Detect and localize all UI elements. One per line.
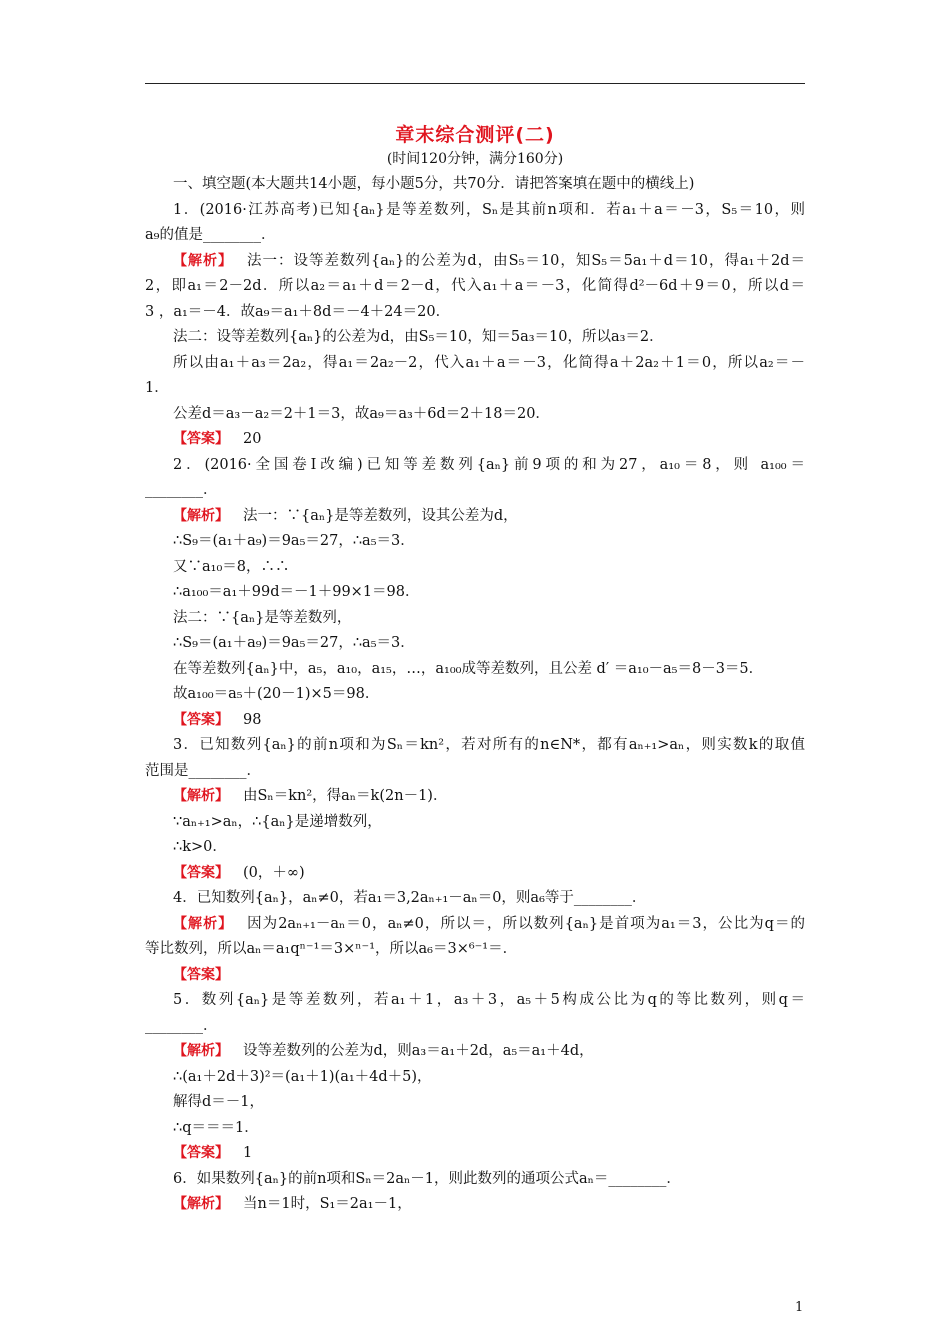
text-line	[145, 478, 805, 504]
text-line	[145, 274, 805, 300]
line-text: ∴a₁₀₀＝a₁＋99d＝－1＋99×1＝98．	[173, 584, 420, 600]
text-line	[145, 1116, 805, 1142]
line-text: 2．(2016·全国卷Ⅰ改编)已知等差数列{aₙ}前9项的和为27，a₁₀＝8，则 a₁₀₀＝	[173, 456, 805, 473]
text-line	[145, 631, 805, 657]
text-line	[145, 580, 805, 606]
text-line	[145, 937, 805, 963]
line-text: 6．如果数列{aₙ}的前n项和Sₙ＝2aₙ－1，则此数列的通项公式aₙ＝________．	[173, 1170, 681, 1187]
line-text: 法二：设等差数列{aₙ}的公差为d，由S₅＝10，知＝5a₃＝10，所以a₃＝2．	[173, 329, 664, 345]
line-text: 4．已知数列{aₙ}，aₙ≠0，若a₁＝3,2aₙ₊₁－aₙ＝0，则a₆等于________．	[173, 890, 647, 906]
line-text: 法二：∵{aₙ}是等差数列，	[173, 609, 352, 626]
section-tag: 【答案】	[173, 966, 229, 983]
section-tag: 【解析】	[173, 915, 234, 932]
text-line	[145, 1065, 805, 1091]
line-text: (0，＋∞)	[243, 864, 305, 881]
text-line	[145, 1167, 805, 1193]
text-line	[145, 810, 805, 836]
line-text: ∴k>0．	[173, 839, 227, 855]
text-line	[145, 300, 805, 326]
text-line	[145, 861, 805, 887]
text-line	[145, 657, 805, 683]
line-text: 等比数列，所以aₙ＝a₁qⁿ⁻¹＝3×ⁿ⁻¹，所以a₆＝3×⁶⁻¹＝．	[145, 941, 518, 957]
line-text: 故a₁₀₀＝a₅＋(20－1)×5＝98．	[173, 686, 380, 702]
line-text: ∴q＝＝＝1．	[173, 1119, 259, 1136]
line-text: 98	[243, 711, 262, 728]
text-line	[145, 682, 805, 708]
text-line	[145, 351, 805, 377]
line-text: 范围是________．	[145, 762, 261, 779]
text-line	[145, 223, 805, 249]
line-text: a₉的值是________．	[145, 227, 276, 243]
text-line	[145, 708, 805, 734]
text-line	[145, 1039, 805, 1065]
line-text: 所以由a₁＋a₃＝2a₂，得a₁＝2a₂－2，代入a₁＋a＝－3，化简得a＋2a₂＋1＝0，所以a₂＝－	[173, 354, 805, 371]
text-line	[145, 1014, 805, 1040]
text-line	[145, 376, 805, 402]
section-tag: 【答案】	[173, 1145, 229, 1161]
text-line	[145, 555, 805, 581]
line-text: 1．(2016·江苏高考)已知{aₙ}是等差数列，Sₙ是其前n项和．若a₁＋a＝－3，S₅＝10，则	[173, 201, 805, 218]
text-line	[145, 427, 805, 453]
section-tag: 【解析】	[173, 1043, 229, 1059]
section-tag: 【解析】	[173, 252, 234, 269]
line-text: 5．数列{aₙ}是等差数列，若a₁＋1，a₃＋3，a₅＋5构成公比为q的等比数列，则q＝	[173, 992, 805, 1008]
section-tag: 【答案】	[173, 864, 229, 881]
line-text: 在等差数列{aₙ}中，a₅，a₁₀，a₁₅，…，a₁₀₀成等差数列，且公差 d′ ＝a₁₀－a₅＝8－3＝5．	[173, 660, 764, 677]
line-text: ∵aₙ₊₁>aₙ，∴{aₙ}是递增数列，	[173, 813, 382, 830]
page-number: 1	[795, 1300, 804, 1315]
section-tag: 【答案】	[173, 431, 229, 447]
line-text: 由Sₙ＝kn²，得aₙ＝k(2n－1)．	[243, 788, 448, 804]
line-text: 解得d＝－1，	[173, 1094, 265, 1110]
text-line	[145, 912, 805, 938]
line-text: 法一：∵{aₙ}是等差数列，设其公差为d，	[243, 507, 518, 524]
text-line	[145, 1141, 805, 1167]
text-line	[145, 325, 805, 351]
line-text: 因为2aₙ₊₁－aₙ＝0，aₙ≠0，所以＝，所以数列{aₙ}是首项为a₁＝3，公比为q＝的	[247, 915, 805, 932]
line-text: 当n＝1时，S₁＝2a₁－1，	[243, 1196, 412, 1212]
section-tag: 【解析】	[173, 507, 229, 524]
section-tag: 【解析】	[173, 1196, 229, 1212]
text-line	[145, 529, 805, 555]
text-line	[145, 249, 805, 275]
line-text: 1	[243, 1145, 253, 1161]
line-text: 3．已知数列{aₙ}的前n项和为Sₙ＝kn²，若对所有的n∈N*，都有aₙ₊₁>aₙ，则实数k的取值	[173, 737, 805, 753]
text-line	[145, 759, 805, 785]
line-text: 公差d＝a₃－a₂＝2＋1＝3，故a₉＝a₃＋6d＝2＋18＝20．	[173, 405, 550, 422]
text-line	[145, 1090, 805, 1116]
page-subtitle: (时间120分钟，满分160分)	[386, 151, 564, 167]
text-line	[145, 886, 805, 912]
line-text: 法一：设等差数列{aₙ}的公差为d，由S₅＝10，知S₅＝5a₁＋d＝10，得a₁＋2d＝	[247, 252, 805, 269]
header-rule	[145, 83, 805, 84]
section-tag: 【答案】	[173, 711, 229, 728]
line-text: 2，即a₁＝2－2d．所以a₂＝a₁＋d＝2－d，代入a₁＋a＝－3，化简得d²－6d＋9＝0，所以d＝	[145, 278, 805, 294]
line-text: ∴S₉＝(a₁＋a₉)＝9a₅＝27，∴a₅＝3．	[173, 635, 415, 651]
line-text: ________．	[145, 1017, 218, 1034]
text-line	[145, 402, 805, 428]
line-text: ∴S₉＝(a₁＋a₉)＝9a₅＝27，∴a₅＝3．	[173, 533, 415, 549]
text-line	[145, 198, 805, 224]
problem-lines	[145, 198, 805, 1218]
document-body	[145, 172, 805, 1218]
text-line	[145, 733, 805, 759]
text-line	[145, 606, 805, 632]
section-tag: 【解析】	[173, 788, 229, 804]
text-line	[145, 1192, 805, 1218]
text-line	[145, 453, 805, 479]
text-line	[145, 784, 805, 810]
line-text: ________．	[145, 482, 218, 498]
page-title: 章末综合测评(二)	[395, 124, 555, 146]
line-text: 1．	[145, 380, 169, 396]
section-heading: 一、填空题(本大题共14小题，每小题5分，共70分．请把答案填在题中的横线上)	[173, 176, 695, 192]
line-text: 3 ，a₁＝－4．故a₉＝a₁＋8d＝－4＋24＝20．	[145, 303, 451, 320]
text-line	[145, 504, 805, 530]
text-line	[145, 988, 805, 1014]
line-text: ∴(a₁＋2d＋3)²＝(a₁＋1)(a₁＋4d＋5)，	[173, 1068, 432, 1085]
text-line	[145, 835, 805, 861]
line-text: 设等差数列的公差为d，则a₃＝a₁＋2d，a₅＝a₁＋4d，	[243, 1043, 594, 1059]
line-text: 又∵a₁₀＝8，∴∴	[173, 558, 290, 575]
line-text: 20	[243, 431, 262, 447]
text-line	[145, 963, 805, 989]
